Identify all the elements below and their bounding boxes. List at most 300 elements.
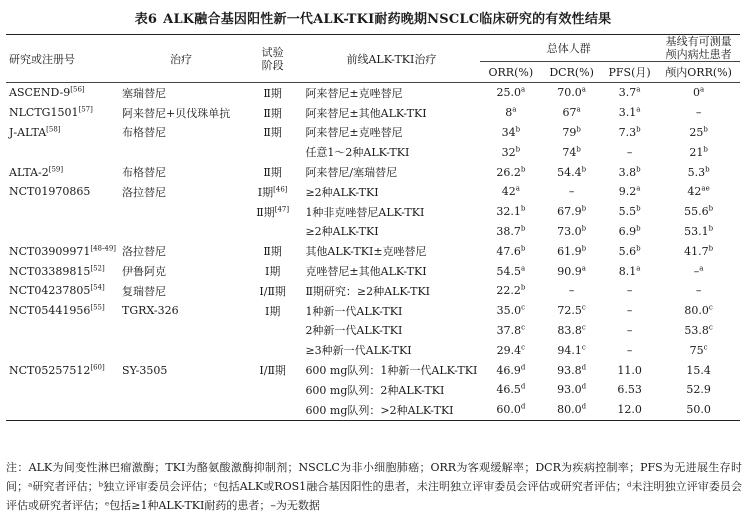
- pfs-cell-text: –: [626, 145, 633, 159]
- prior-therapy-cell-text: 600 mg队列：>2种ALK-TKI: [305, 403, 454, 417]
- pfs-cell: [602, 83, 657, 103]
- dcr-cell: [541, 162, 602, 182]
- dcr-cell: [541, 182, 602, 202]
- orr-cell: [480, 261, 541, 281]
- orr-cell: [480, 123, 541, 143]
- treatment-cell-text: 洛拉替尼: [122, 185, 167, 199]
- pfs-cell-text: –: [626, 323, 633, 337]
- phase-cell: [243, 202, 303, 222]
- phase-cell: [243, 261, 303, 281]
- dcr-cell-text: 83.8: [557, 323, 582, 337]
- prior-therapy-cell-text: 1种新一代ALK-TKI: [305, 304, 403, 318]
- dcr-note: b: [576, 145, 581, 154]
- phase-cell: [243, 360, 303, 380]
- orr-cell-text: 32.1: [496, 205, 521, 219]
- pfs-cell-text: 5.5: [618, 205, 637, 219]
- prior-therapy-cell-text: 600 mg队列：1种新一代ALK-TKI: [305, 364, 478, 378]
- ic-orr-cell: [657, 380, 740, 400]
- phase-ref: [47]: [274, 205, 290, 214]
- orr-cell: [480, 103, 541, 123]
- prior-therapy-cell-text: ≥2种ALK-TKI: [305, 185, 379, 199]
- table-row: [6, 202, 740, 222]
- table-row: [6, 281, 740, 301]
- treatment-cell: [119, 380, 243, 400]
- orr-cell-text: 32: [501, 145, 516, 159]
- header-treatment: 治疗: [119, 35, 243, 83]
- dcr-note: a: [576, 105, 581, 114]
- phase-cell-text: Ⅰ/Ⅱ期: [259, 284, 286, 298]
- phase-cell-text: Ⅱ期: [263, 166, 282, 180]
- dcr-cell-text: –: [568, 185, 575, 199]
- dcr-cell: [541, 340, 602, 360]
- ic-orr-cell-text: 75: [689, 343, 704, 357]
- study-cell: [6, 301, 119, 321]
- dcr-cell-text: 93.8: [557, 363, 582, 377]
- orr-cell-text: 25.0: [496, 86, 521, 100]
- ic-orr-note: b: [703, 145, 708, 154]
- ref: [59]: [48, 164, 64, 173]
- table-row: [6, 162, 740, 182]
- table-row: [6, 142, 740, 162]
- prior-therapy-cell: [302, 162, 480, 182]
- ic-orr-cell-text: 55.6: [684, 205, 709, 219]
- dcr-cell-text: 54.4: [557, 165, 582, 179]
- prior-therapy-cell: [302, 301, 480, 321]
- orr-cell-text: 29.4: [496, 343, 522, 357]
- prior-therapy-cell: [302, 321, 480, 341]
- study-cell-text: NCT05257512: [9, 363, 91, 377]
- study-cell: [6, 400, 119, 420]
- phase-cell-text: Ⅰ期: [257, 185, 274, 199]
- table-row: [6, 182, 740, 202]
- treatment-cell: [119, 400, 243, 420]
- dcr-cell-text: 93.0: [557, 383, 582, 397]
- ic-orr-cell-text: 52.9: [686, 383, 711, 397]
- pfs-cell-text: –: [626, 284, 633, 298]
- ic-orr-cell: [657, 340, 740, 360]
- study-cell: [6, 241, 119, 261]
- ic-orr-cell-text: –: [695, 106, 702, 120]
- header-phase: [243, 35, 303, 83]
- pfs-note: b: [636, 224, 641, 233]
- dcr-note: c: [581, 343, 586, 352]
- dcr-cell-text: 94.1: [557, 343, 582, 357]
- dcr-cell-text: 70.0: [557, 86, 582, 100]
- orr-cell: [480, 281, 541, 301]
- table-row: [6, 321, 740, 341]
- treatment-cell-text: SY-3505: [122, 363, 168, 377]
- treatment-cell: [119, 202, 243, 222]
- table-row: [6, 103, 740, 123]
- phase-cell: [243, 182, 303, 202]
- ic-orr-cell-text: 53.8: [684, 323, 709, 337]
- pfs-cell: [602, 261, 657, 281]
- study-cell: [6, 123, 119, 143]
- ic-orr-note: b: [705, 164, 710, 173]
- prior-therapy-cell-text: 其他ALK-TKI±克唑替尼: [305, 245, 427, 259]
- ic-orr-cell: [657, 261, 740, 281]
- orr-cell-text: 38.7: [496, 224, 521, 238]
- ic-orr-cell: [657, 241, 740, 261]
- treatment-cell-text: 洛拉替尼: [122, 245, 167, 259]
- orr-cell: [480, 360, 541, 380]
- phase-ref: [46]: [273, 185, 288, 194]
- pfs-note: a: [636, 105, 641, 114]
- table-row: [6, 340, 740, 360]
- orr-note: b: [515, 125, 521, 134]
- pfs-cell: [602, 142, 657, 162]
- header-phase-line2: 阶段: [261, 58, 284, 72]
- ic-orr-cell: [657, 142, 740, 162]
- ic-orr-cell-text: 25: [689, 125, 704, 139]
- prior-therapy-cell-text: 阿来替尼±克唑替尼: [305, 126, 403, 140]
- orr-cell: [480, 202, 541, 222]
- study-cell: [6, 103, 119, 123]
- treatment-cell: [119, 360, 243, 380]
- dcr-cell: [541, 142, 602, 162]
- pfs-cell: [602, 182, 657, 202]
- orr-note: a: [515, 184, 520, 193]
- ic-orr-cell: [657, 321, 740, 341]
- dcr-cell: [541, 301, 602, 321]
- ic-orr-cell: [657, 202, 740, 222]
- orr-cell: [480, 222, 541, 242]
- phase-cell: [243, 321, 303, 341]
- pfs-cell: [602, 380, 657, 400]
- dcr-note: b: [581, 244, 587, 253]
- ic-orr-cell-text: 41.7: [684, 244, 709, 258]
- orr-cell-text: 26.2: [496, 165, 521, 179]
- dcr-cell: [541, 380, 602, 400]
- dcr-cell: [541, 123, 602, 143]
- treatment-cell-text: 阿来替尼+贝伐珠单抗: [122, 106, 231, 120]
- treatment-cell-text: 塞瑞替尼: [122, 86, 167, 100]
- study-cell-text: NCT05441956: [9, 304, 91, 318]
- prior-therapy-cell: [302, 400, 480, 420]
- ic-orr-cell: [657, 103, 740, 123]
- ref: [52]: [90, 263, 105, 272]
- ic-orr-cell-text: 50.0: [686, 403, 711, 417]
- orr-note: d: [520, 382, 526, 391]
- phase-cell-text: Ⅰ期: [264, 304, 281, 318]
- pfs-cell: [602, 241, 657, 261]
- dcr-cell-text: 67.9: [557, 205, 582, 219]
- pfs-cell: [602, 123, 657, 143]
- treatment-cell: [119, 83, 243, 103]
- orr-cell: [480, 340, 541, 360]
- orr-cell-text: 42: [501, 185, 516, 199]
- dcr-note: d: [581, 362, 587, 371]
- pfs-cell: [602, 222, 657, 242]
- treatment-cell: [119, 142, 243, 162]
- phase-cell-text: Ⅰ期: [264, 265, 281, 279]
- phase-cell: [243, 222, 303, 242]
- prior-therapy-cell-text: 2种新一代ALK-TKI: [305, 324, 403, 338]
- phase-cell: [243, 241, 303, 261]
- pfs-cell-text: 7.3: [618, 125, 637, 139]
- ic-orr-cell: [657, 281, 740, 301]
- study-cell: [6, 281, 119, 301]
- ic-orr-cell: [657, 162, 740, 182]
- table-title: ALK融合基因阳性新一代ALK-TKI耐药晚期NSCLC临床研究的有效性结果: [163, 12, 612, 27]
- prior-therapy-cell-text: Ⅱ期研究：≥2种ALK-TKI: [305, 284, 431, 298]
- ic-orr-note: c: [708, 303, 713, 312]
- orr-cell: [480, 321, 541, 341]
- treatment-cell-text: 复瑞替尼: [122, 284, 167, 298]
- ic-orr-note: ae: [701, 184, 710, 193]
- phase-cell-text: Ⅱ期: [263, 245, 282, 259]
- table-body: [6, 83, 740, 421]
- table-row: [6, 261, 740, 281]
- prior-therapy-cell: [302, 261, 480, 281]
- table-footnote: 注：ALK为间变性淋巴瘤激酶；TKI为酪氨酸激酶抑制剂；NSCLC为非小细胞肺癌；ORR为客观缓解率；DCR为疾病控制率；PFS为无进展生存时间；ᵃ研究者评估；ᵇ独立评审委员会评估；ᶜ包括ALK或ROS1融合基因阳性的患者，未注明独立评审委员会评估或研究者评估；ᵈ未注明独立评审委员会评估或研究者评估；ᵉ包括≥1种ALK-TKI耐药的患者；–为无数据: [6, 461, 742, 512]
- orr-cell-text: 34: [501, 125, 516, 139]
- table-row: [6, 222, 740, 242]
- table-row: [6, 380, 740, 400]
- table-caption: [0, 8, 746, 27]
- orr-cell-text: 8: [505, 106, 513, 120]
- prior-therapy-cell: [302, 103, 480, 123]
- study-cell: [6, 380, 119, 400]
- orr-note: b: [515, 145, 521, 154]
- orr-cell-text: 46.9: [496, 363, 521, 377]
- study-cell: [6, 182, 119, 202]
- study-cell: [6, 340, 119, 360]
- phase-cell: [243, 103, 303, 123]
- treatment-cell: [119, 162, 243, 182]
- dcr-note: c: [581, 303, 586, 312]
- ic-orr-cell-text: 0: [692, 86, 700, 100]
- orr-cell-text: 54.5: [496, 264, 521, 278]
- pfs-cell: [602, 162, 657, 182]
- dcr-note: d: [581, 402, 587, 411]
- treatment-cell: [119, 103, 243, 123]
- study-cell: [6, 142, 119, 162]
- dcr-note: a: [581, 85, 586, 94]
- treatment-cell-text: 伊鲁阿克: [122, 265, 167, 279]
- orr-note: b: [520, 244, 526, 253]
- dcr-cell: [541, 83, 602, 103]
- pfs-cell-text: 11.0: [617, 363, 642, 377]
- orr-cell-text: 35.0: [496, 304, 522, 318]
- dcr-cell: [541, 281, 602, 301]
- pfs-cell-text: 8.1: [618, 264, 637, 278]
- study-cell-text: J-ALTA: [9, 125, 47, 139]
- pfs-note: a: [636, 184, 641, 193]
- prior-therapy-cell: [302, 380, 480, 400]
- dcr-cell: [541, 360, 602, 380]
- phase-cell-text: Ⅱ期: [256, 205, 275, 219]
- dcr-cell-text: 73.0: [557, 224, 582, 238]
- treatment-cell-text: 布格替尼: [122, 166, 167, 180]
- prior-therapy-cell: [302, 202, 480, 222]
- study-cell-text: NLCTG1501: [9, 106, 79, 120]
- study-cell-text: NCT03389815: [9, 264, 91, 278]
- phase-cell: [243, 301, 303, 321]
- ref: [56]: [70, 85, 85, 94]
- ic-orr-cell-text: 5.3: [687, 165, 706, 179]
- header-dcr: DCR(%): [541, 62, 602, 83]
- pfs-note: b: [636, 164, 641, 173]
- dcr-cell-text: 80.0: [557, 403, 582, 417]
- table-row: [6, 241, 740, 261]
- header-ic-orr: 颅内ORR(%): [657, 62, 740, 83]
- prior-therapy-cell: [302, 241, 480, 261]
- pfs-cell-text: 6.53: [617, 383, 642, 397]
- ref: [55]: [90, 303, 105, 312]
- prior-therapy-cell: [302, 281, 480, 301]
- prior-therapy-cell: [302, 142, 480, 162]
- orr-note: b: [520, 283, 526, 292]
- pfs-cell-text: 12.0: [617, 403, 642, 417]
- orr-cell-text: 37.8: [496, 323, 522, 337]
- table-row: [6, 360, 740, 380]
- dcr-cell-text: 79: [562, 125, 577, 139]
- header-study: 研究或注册号: [6, 35, 119, 83]
- prior-therapy-cell: [302, 123, 480, 143]
- orr-note: b: [520, 224, 526, 233]
- orr-note: a: [520, 85, 526, 94]
- dcr-cell-text: 72.5: [557, 304, 582, 318]
- prior-therapy-cell: [302, 222, 480, 242]
- ic-orr-note: b: [708, 244, 714, 253]
- phase-cell: [243, 162, 303, 182]
- table-row: [6, 83, 740, 103]
- ic-orr-note: a: [699, 85, 705, 94]
- ref: [58]: [46, 125, 61, 134]
- pfs-cell: [602, 202, 657, 222]
- dcr-note: b: [581, 224, 587, 233]
- pfs-cell: [602, 281, 657, 301]
- dcr-cell: [541, 321, 602, 341]
- prior-therapy-cell: [302, 340, 480, 360]
- pfs-cell: [602, 103, 657, 123]
- pfs-note: a: [636, 85, 641, 94]
- treatment-cell: [119, 222, 243, 242]
- ic-orr-note: b: [708, 204, 714, 213]
- orr-note: b: [520, 204, 526, 213]
- prior-therapy-cell-text: 阿来替尼±克唑替尼: [305, 86, 403, 100]
- pfs-note: b: [636, 204, 641, 213]
- pfs-note: b: [636, 125, 641, 134]
- study-cell: [6, 83, 119, 103]
- dcr-cell-text: 74: [562, 145, 577, 159]
- treatment-cell: [119, 241, 243, 261]
- ic-orr-cell: [657, 301, 740, 321]
- ic-orr-cell-text: 53.1: [684, 224, 709, 238]
- pfs-cell: [602, 400, 657, 420]
- pfs-cell-text: –: [626, 304, 633, 318]
- header-prior-therapy: 前线ALK-TKI治疗: [302, 35, 480, 83]
- orr-note: c: [521, 303, 526, 312]
- orr-note: d: [520, 402, 526, 411]
- ic-orr-note: b: [708, 224, 714, 233]
- ic-orr-cell: [657, 400, 740, 420]
- study-cell-text: ASCEND-9: [9, 86, 71, 100]
- dcr-cell: [541, 103, 602, 123]
- dcr-note: b: [581, 164, 587, 173]
- header-baseline: [657, 35, 740, 62]
- dcr-cell: [541, 261, 602, 281]
- header-baseline-line1: 基线有可测量: [665, 35, 732, 48]
- pfs-cell-text: 3.7: [618, 86, 637, 100]
- pfs-cell-text: 3.1: [618, 106, 637, 120]
- header-phase-line1: 试验: [261, 45, 284, 59]
- dcr-note: b: [576, 125, 581, 134]
- dcr-note: a: [581, 263, 586, 272]
- prior-therapy-cell-text: 阿来替尼±其他ALK-TKI: [305, 106, 427, 120]
- orr-note: b: [520, 164, 526, 173]
- table-row: [6, 301, 740, 321]
- pfs-note: a: [636, 263, 641, 272]
- pfs-cell: [602, 340, 657, 360]
- ic-orr-cell: [657, 360, 740, 380]
- treatment-cell: [119, 182, 243, 202]
- table-row: [6, 400, 740, 420]
- orr-cell: [480, 380, 541, 400]
- prior-therapy-cell-text: ≥2种ALK-TKI: [305, 225, 379, 239]
- phase-cell: [243, 123, 303, 143]
- ic-orr-cell: [657, 123, 740, 143]
- study-cell: [6, 360, 119, 380]
- header-baseline-line2: 颅内病灶患者: [665, 48, 732, 61]
- prior-therapy-cell-text: 克唑替尼±其他ALK-TKI: [305, 265, 427, 279]
- dcr-cell: [541, 222, 602, 242]
- study-cell-text: NCT04237805: [9, 284, 91, 298]
- pfs-cell-text: 3.8: [618, 165, 637, 179]
- efficacy-table: [6, 34, 740, 421]
- ic-orr-note: b: [703, 125, 708, 134]
- pfs-cell: [602, 321, 657, 341]
- orr-cell: [480, 142, 541, 162]
- dcr-cell-text: 61.9: [557, 244, 582, 258]
- ic-orr-cell-text: 21: [689, 145, 704, 159]
- ic-orr-note: a: [699, 263, 704, 272]
- dcr-cell-text: 90.9: [557, 264, 582, 278]
- treatment-cell: [119, 261, 243, 281]
- header-orr: ORR(%): [480, 62, 541, 83]
- ic-orr-cell-text: –: [693, 264, 700, 278]
- dcr-note: b: [581, 204, 587, 213]
- study-cell-text: NCT03909971: [9, 244, 91, 258]
- orr-cell-text: 22.2: [496, 284, 521, 298]
- orr-note: c: [521, 343, 526, 352]
- treatment-cell-text: TGRX-326: [122, 304, 179, 318]
- ic-orr-note: c: [708, 323, 713, 332]
- dcr-cell: [541, 202, 602, 222]
- prior-therapy-cell: [302, 83, 480, 103]
- phase-cell: [243, 380, 303, 400]
- study-cell: [6, 202, 119, 222]
- treatment-cell: [119, 281, 243, 301]
- treatment-cell-text: 布格替尼: [122, 126, 167, 140]
- orr-cell: [480, 162, 541, 182]
- study-cell: [6, 261, 119, 281]
- study-cell: [6, 162, 119, 182]
- orr-cell-text: 47.6: [496, 244, 521, 258]
- pfs-cell-text: 9.2: [618, 185, 637, 199]
- phase-cell: [243, 281, 303, 301]
- orr-note: d: [520, 362, 526, 371]
- ic-orr-cell: [657, 222, 740, 242]
- table-row: [6, 123, 740, 143]
- dcr-cell-text: 67: [562, 106, 577, 120]
- dcr-cell-text: –: [568, 284, 575, 298]
- pfs-cell-text: 6.9: [618, 224, 637, 238]
- phase-cell-text: Ⅱ期: [263, 106, 282, 120]
- phase-cell: [243, 83, 303, 103]
- prior-therapy-cell-text: ≥3种新一代ALK-TKI: [305, 344, 412, 358]
